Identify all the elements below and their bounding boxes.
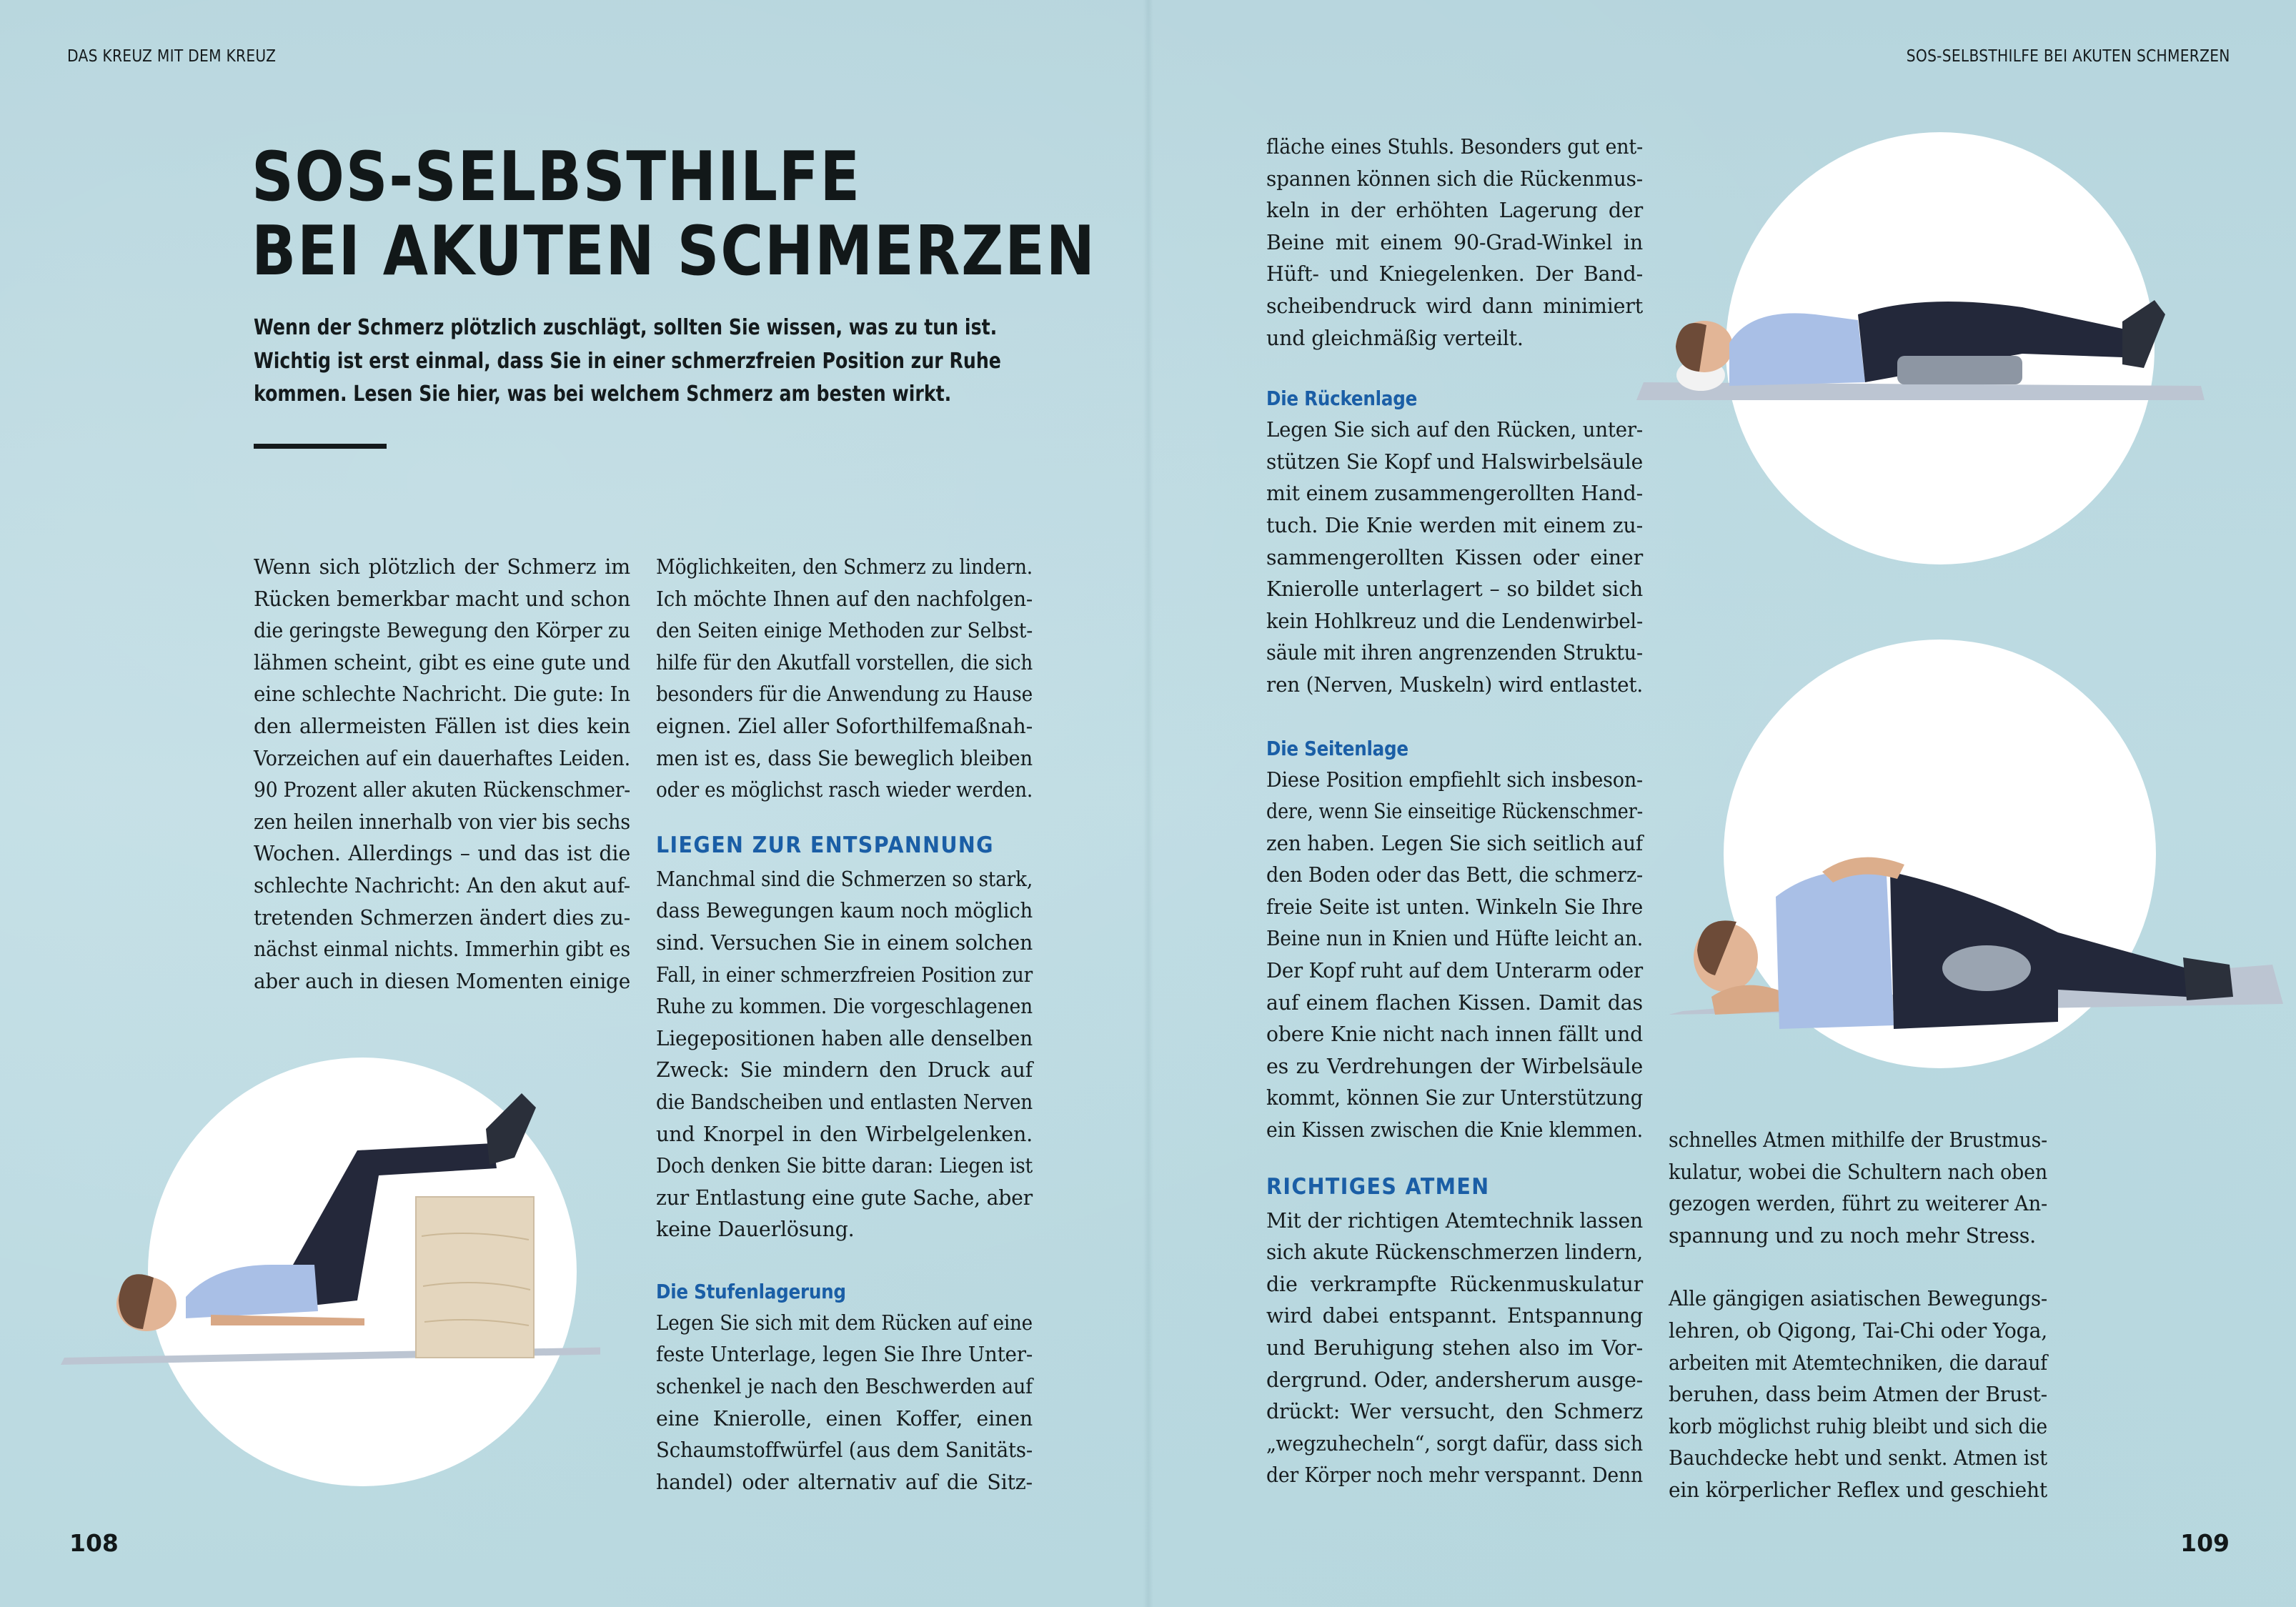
seitenlage-photo [1658, 632, 2287, 1075]
subheading-seitenlage: Die Seitenlage [1266, 736, 1408, 760]
body-text-line: lähmen scheint, gibt es eine gute und [254, 650, 630, 675]
subheading-rueckenlage: Die Rückenlage [1266, 387, 1418, 411]
body-text-line: gezogen werden, führt zu weiterer An- [1669, 1192, 2047, 1216]
body-text-line: und Knorpel in den Wirbelgelenken. [656, 1122, 1033, 1146]
subheading-stufenlagerung: Die Stufenlagerung [656, 1279, 846, 1303]
body-text-line: sammengerollten Kissen oder einer [1266, 545, 1643, 569]
body-text-line: Hüft- und Kniegelenken. Der Band- [1266, 262, 1643, 287]
paragraph-spacer [656, 1246, 1033, 1273]
body-text-line: eine schlechte Nachricht. Die gute: In [254, 682, 630, 707]
body-text-line: wird dabei entspannt. Entspannung [1266, 1304, 1643, 1328]
body-text-line: der Körper noch mehr verspannt. Denn [1266, 1463, 1643, 1488]
body-text-line: lehren, ob Qigong, Tai-Chi oder Yoga, [1669, 1318, 2047, 1343]
section-heading-liegen: LIEGEN ZUR ENTSPANNUNG [656, 832, 994, 858]
running-head-right: SOS-SELBSTHILFE BEI AKUTEN SCHMERZEN [1907, 47, 2230, 66]
body-text-line: mit einem zusammengerollten Hand- [1266, 482, 1643, 506]
rueckenlage-photo [1622, 129, 2215, 572]
body-text-line: Rücken bemerkbar macht und schon [254, 587, 630, 611]
body-text-line: säule mit ihren angrenzenden Struktu- [1266, 641, 1643, 665]
body-text-line: Mit der richtigen Atemtechnik lassen [1266, 1208, 1643, 1233]
body-text-line: Der Kopf ruht auf dem Unterarm oder [1266, 959, 1643, 983]
body-text-line: korb möglichst ruhig bleibt und sich die [1669, 1414, 2047, 1438]
body-text-line: Liegepositionen haben alle denselben [656, 1026, 1033, 1050]
title-line-1: SOS-SELBSTHILFE [252, 138, 861, 217]
text-column-2 [656, 552, 1033, 1498]
body-text-line: und Beruhigung stehen also im Vor- [1266, 1336, 1643, 1360]
body-text-line: tuch. Die Knie werden mit einem zu- [1266, 513, 1643, 537]
text-column-3 [1266, 131, 1643, 1492]
page-number-left: 108 [69, 1529, 119, 1557]
body-text-line: die Bandscheiben und entlasten Nerven [656, 1090, 1033, 1114]
body-text-line: zen haben. Legen Sie sich seitlich auf [1266, 831, 1643, 855]
body-text-line: es zu Verdrehungen der Wirbelsäule [1266, 1054, 1643, 1078]
person-on-box-illustration [57, 1050, 600, 1493]
lead-line: Wenn der Schmerz plötzlich zuschlägt, sollten Sie wissen, was zu tun ist. [254, 315, 998, 340]
body-text-line: Wenn sich plötzlich der Schmerz im [254, 555, 630, 579]
body-text-line: freie Seite ist unten. Winkeln Sie Ihre [1266, 895, 1643, 919]
page-number-right: 109 [2180, 1529, 2230, 1557]
body-text-line: Ruhe zu kommen. Die vorgeschlagenen [656, 995, 1033, 1019]
lead-line: kommen. Lesen Sie hier, was bei welchem Schmerz am besten wirkt. [254, 382, 952, 407]
body-text-line: schnelles Atmen mithilfe der Brustmus- [1669, 1128, 2047, 1152]
body-text-line: men ist es, dass Sie beweglich bleiben [656, 746, 1033, 770]
body-text-line: dass Bewegungen kaum noch möglich [656, 899, 1033, 923]
body-text-line: spannung und zu noch mehr Stress. [1669, 1223, 2037, 1248]
body-text-line: und gleichmäßig verteilt. [1266, 326, 1524, 350]
body-text-line: Vorzeichen auf ein dauerhaftes Leiden. [254, 746, 630, 770]
page-title [252, 140, 1096, 289]
paragraph-spacer [656, 807, 1033, 827]
paragraph-spacer [1266, 1147, 1643, 1168]
body-text-line: hilfe für den Akutfall vorstellen, die sich [656, 650, 1033, 675]
body-text-line: Manchmal sind die Schmerzen so stark, [656, 867, 1033, 891]
body-text-line: ein körperlicher Reflex und geschieht [1669, 1478, 2047, 1502]
body-text-line: sind. Versuchen Sie in einem solchen [656, 930, 1033, 955]
paragraph-spacer [1669, 1252, 2047, 1283]
body-text-line: tretenden Schmerzen ändert dies zu- [254, 905, 630, 930]
body-text-line: Beine mit einem 90-Grad-Winkel in [1266, 230, 1643, 254]
body-text-line: kein Hohlkreuz und die Lendenwirbel- [1266, 609, 1643, 633]
body-text-line: Knierolle unterlagert – so bildet sich [1266, 577, 1643, 602]
body-text-line: Wochen. Allerdings – und das ist die [254, 842, 630, 866]
body-text-line: kommt, können Sie zur Unterstützung [1266, 1086, 1643, 1110]
person-lying-on-back-illustration [1622, 129, 2215, 572]
body-text-line: die geringste Bewegung den Körper zu [254, 619, 630, 643]
body-text-line: keln in der erhöhten Lagerung der [1266, 199, 1643, 223]
body-text-line: schlechte Nachricht: An den akut auf- [254, 873, 630, 897]
body-text-line: aber auch in diesen Momenten einige [254, 969, 630, 993]
body-text-line: drückt: Wer versucht, den Schmerz [1266, 1400, 1643, 1424]
body-text-line: stützen Sie Kopf und Halswirbelsäule [1266, 449, 1643, 474]
body-text-line: „wegzuhecheln“, sorgt dafür, dass sich [1266, 1431, 1643, 1456]
body-text-line: zen heilen innerhalb von vier bis sechs [254, 810, 630, 834]
body-text-line: beruhen, dass beim Atmen der Brust- [1669, 1383, 2047, 1407]
body-text-line: handel) oder alternativ auf die Sitz- [656, 1470, 1033, 1494]
body-text-line: keine Dauerlösung. [656, 1218, 855, 1242]
body-text-line: Diese Position empfiehlt sich insbeson- [1266, 767, 1643, 792]
lead-line: Wichtig ist erst einmal, dass Sie in einer schmerzfreien Position zur Ruhe [254, 348, 1001, 374]
body-text-line: oder es möglichst rasch wieder werden. [656, 778, 1033, 802]
body-text-line: Schaumstoffwürfel (aus dem Sanitäts- [656, 1438, 1033, 1463]
body-text-line: die verkrampfte Rückenmuskulatur [1266, 1272, 1643, 1296]
body-text-line: den Boden oder das Bett, die schmerz- [1266, 863, 1643, 887]
body-text-line: Möglichkeiten, den Schmerz zu lindern. [656, 555, 1033, 579]
body-text-line: auf einem flachen Kissen. Damit das [1266, 990, 1643, 1015]
paragraph-spacer [1266, 702, 1643, 730]
body-text-line: Beine nun in Knien und Hüfte leicht an. [1266, 927, 1643, 951]
text-column-4 [1669, 1125, 2047, 1507]
body-text-line: feste Unterlage, legen Sie Ihre Unter- [656, 1343, 1033, 1367]
body-text-line: arbeiten mit Atemtechniken, die darauf [1669, 1350, 2047, 1375]
body-text-line: nächst einmal nichts. Immerhin gibt es [254, 937, 630, 962]
body-text-line: den allermeisten Fällen ist dies kein [254, 714, 630, 738]
body-text-line: 90 Prozent aller akuten Rückenschmer- [254, 778, 630, 802]
title-rule [254, 444, 387, 449]
body-text-line: eignen. Ziel aller Soforthilfemaßnah- [656, 714, 1033, 738]
text-column-1 [254, 552, 630, 997]
body-text-line: dere, wenn Sie einseitige Rückenschmer- [1266, 800, 1643, 824]
body-text-line: eine Knierolle, einen Koffer, einen [656, 1406, 1033, 1431]
title-line-2: BEI AKUTEN SCHMERZEN [252, 212, 1096, 291]
person-lying-on-side-illustration [1658, 632, 2287, 1075]
body-text-line: besonders für die Anwendung zu Hause [656, 682, 1033, 707]
body-text-line: Legen Sie sich auf den Rücken, unter- [1266, 418, 1643, 442]
body-text-line: Bauchdecke hebt und senkt. Atmen ist [1669, 1446, 2047, 1471]
body-text-line: Legen Sie sich mit dem Rücken auf eine [656, 1310, 1033, 1335]
section-heading-atmen: RICHTIGES ATMEN [1266, 1173, 1490, 1200]
paragraph-spacer [1266, 354, 1643, 380]
running-head-left: DAS KREUZ MIT DEM KREUZ [67, 47, 277, 66]
body-text-line: Alle gängigen asiatischen Bewegungs- [1669, 1287, 2047, 1311]
page-gutter [1143, 0, 1153, 1607]
body-text-line: Ich möchte Ihnen auf den nachfolgen- [656, 587, 1033, 611]
body-text-line: ein Kissen zwischen die Knie klemmen. [1266, 1118, 1643, 1143]
body-text-line: Zweck: Sie mindern den Druck auf [656, 1058, 1033, 1083]
body-text-line: zur Entlastung eine gute Sache, aber [656, 1185, 1033, 1210]
lead-paragraph [254, 312, 1001, 412]
body-text-line: sich akute Rückenschmerzen lindern, [1266, 1240, 1643, 1265]
body-text-line: kulatur, wobei die Schultern nach oben [1669, 1160, 2047, 1184]
body-text-line: obere Knie nicht nach innen fällt und [1266, 1023, 1643, 1047]
body-text-line: fläche eines Stuhls. Besonders gut ent- [1266, 135, 1643, 159]
body-text-line: ren (Nerven, Muskeln) wird entlastet. [1266, 672, 1643, 697]
body-text-line: spannen können sich die Rückenmus- [1266, 166, 1643, 191]
body-text-line: Fall, in einer schmerzfreien Position zur [656, 962, 1033, 987]
body-text-line: dergrund. Oder, andersherum ausge- [1266, 1368, 1643, 1392]
body-text-line: scheibendruck wird dann minimiert [1266, 294, 1643, 318]
body-text-line: Doch denken Sie bitte daran: Liegen ist [656, 1154, 1033, 1178]
stufenlagerung-photo [57, 1050, 600, 1493]
body-text-line: schenkel je nach den Beschwerden auf [656, 1375, 1033, 1399]
body-text-line: den Seiten einige Methoden zur Selbst- [656, 619, 1033, 643]
